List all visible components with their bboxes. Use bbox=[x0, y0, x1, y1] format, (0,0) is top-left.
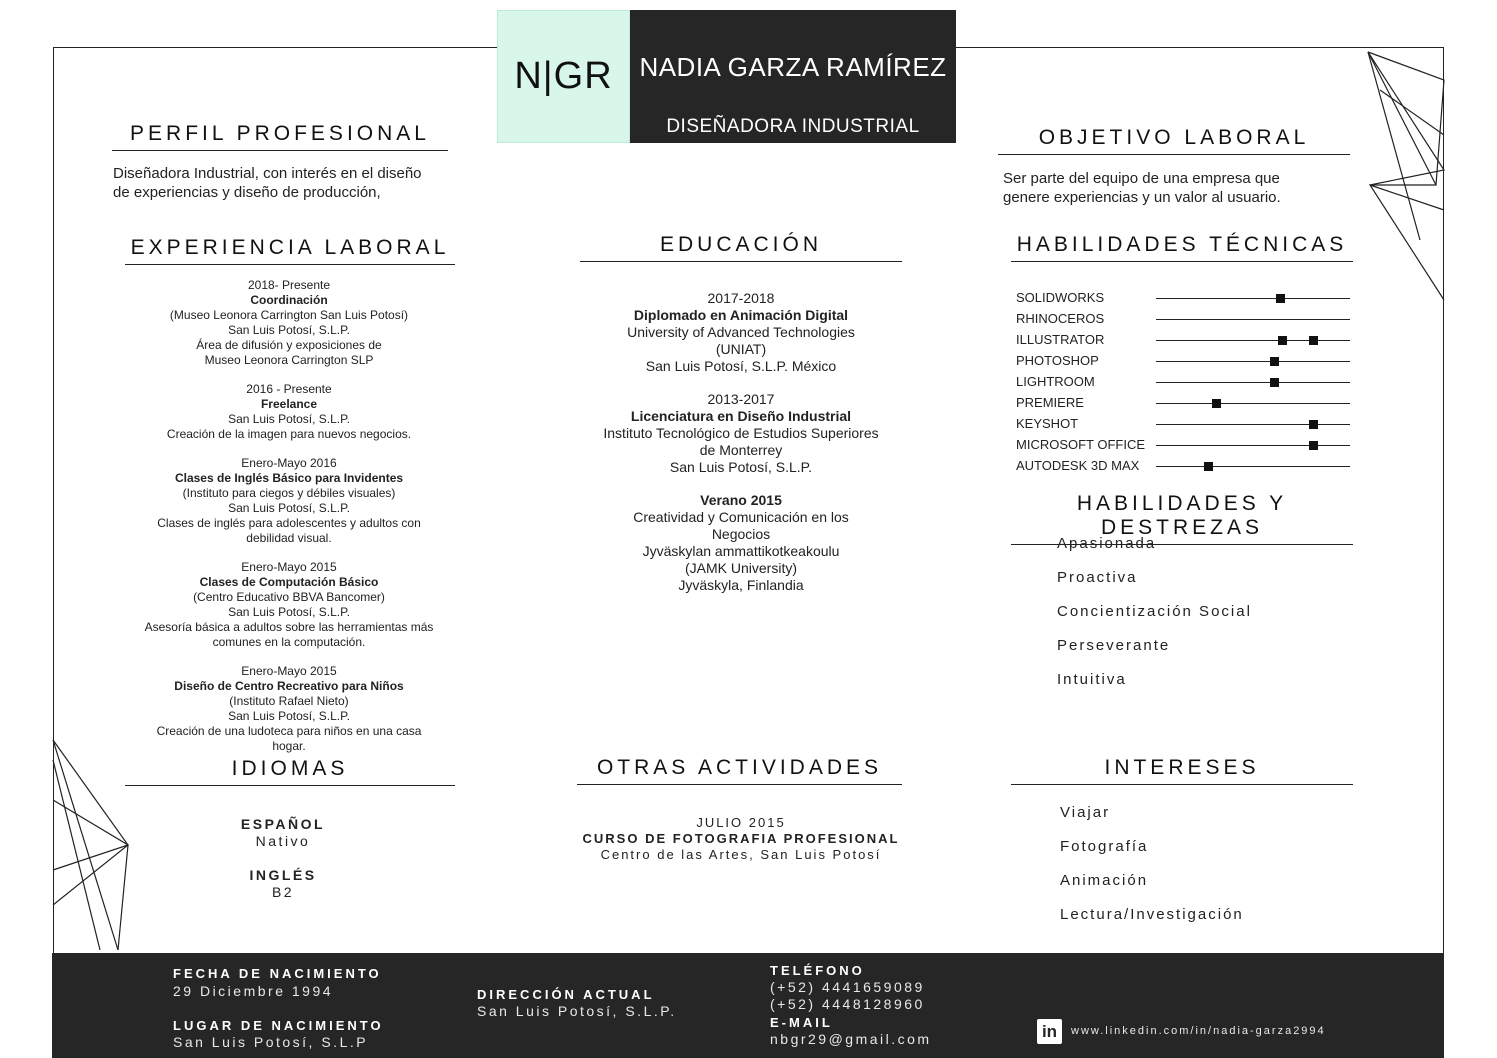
experience-detail: comunes en la computación. bbox=[212, 635, 366, 649]
birth-date-label: FECHA DE NACIMIENTO bbox=[173, 966, 382, 981]
education-detail: Negocios bbox=[711, 526, 771, 542]
experience-detail: San Luis Potosí, S.L.P. bbox=[228, 709, 350, 723]
address-value: San Luis Potosí, S.L.P. bbox=[477, 1003, 677, 1019]
idioma-level: B2 bbox=[271, 884, 295, 900]
skill-bar bbox=[1156, 382, 1350, 383]
educacion-list bbox=[575, 290, 907, 610]
name-box bbox=[630, 10, 956, 143]
full-name: NADIA GARZA RAMÍREZ bbox=[639, 52, 947, 82]
education-detail: University of Advanced Technologies bbox=[627, 324, 855, 340]
idioma-level: Nativo bbox=[255, 833, 311, 849]
linkedin-url[interactable]: www.linkedin.com/in/nadia-garza2994 bbox=[1071, 1025, 1326, 1037]
experience-role: Clases de Inglés Básico para Invidentes bbox=[174, 471, 404, 485]
experience-detail: San Luis Potosí, S.L.P. bbox=[228, 605, 350, 619]
objetivo-line-2: genere experiencias y un valor al usuario. bbox=[1003, 189, 1281, 206]
otras-date: JULIO 2015 bbox=[696, 815, 786, 830]
skill-row bbox=[1016, 456, 1350, 477]
intereses-heading: INTERESES bbox=[1011, 756, 1353, 785]
contact-footer bbox=[52, 953, 1444, 1058]
education-date: 2013-2017 bbox=[707, 391, 775, 407]
skill-name: ILLUSTRATOR bbox=[1016, 332, 1105, 347]
education-detail: (JAMK University) bbox=[684, 560, 797, 576]
experience-item bbox=[113, 664, 465, 754]
experience-date: 2016 - Presente bbox=[246, 382, 332, 396]
idioma-name: ESPAÑOL bbox=[240, 816, 326, 832]
experience-role: Clases de Computación Básico bbox=[199, 575, 379, 589]
skill-bar bbox=[1156, 340, 1350, 341]
education-item bbox=[575, 492, 907, 594]
education-detail: (UNIAT) bbox=[715, 341, 767, 357]
experience-detail: Asesoría básica a adultos sobre las herramientas más bbox=[144, 620, 434, 634]
email-value[interactable]: nbgr29@gmail.com bbox=[770, 1031, 932, 1047]
skill-level-marker bbox=[1212, 399, 1221, 408]
otras-content bbox=[560, 815, 922, 863]
phone-2[interactable]: (+52) 4448128960 bbox=[770, 996, 925, 1012]
experience-detail: San Luis Potosí, S.L.P. bbox=[228, 501, 350, 515]
skill-name: PREMIERE bbox=[1016, 395, 1084, 410]
education-detail: Jyväskyla, Finlandia bbox=[678, 577, 804, 593]
experience-date: Enero-Mayo 2015 bbox=[241, 560, 337, 574]
education-detail: Instituto Tecnológico de Estudios Superiores bbox=[603, 425, 879, 441]
objetivo-heading: OBJETIVO LABORAL bbox=[998, 126, 1350, 155]
skill-level-marker bbox=[1270, 357, 1279, 366]
skill-level-marker bbox=[1276, 294, 1285, 303]
skill-row bbox=[1016, 330, 1350, 351]
experience-detail: San Luis Potosí, S.L.P. bbox=[228, 323, 350, 337]
perfil-line-2: de experiencias y diseño de producción, bbox=[113, 184, 381, 201]
education-item bbox=[575, 290, 907, 375]
destrezas-heading: HABILIDADES Y DESTREZAS bbox=[1011, 492, 1353, 545]
destreza-item: Apasionada bbox=[1057, 535, 1157, 552]
experience-detail: San Luis Potosí, S.L.P. bbox=[228, 412, 350, 426]
skill-bar bbox=[1156, 361, 1350, 362]
otras-heading: OTRAS ACTIVIDADES bbox=[577, 756, 902, 785]
experience-detail: Museo Leonora Carrington SLP bbox=[204, 353, 374, 367]
skill-bar bbox=[1156, 319, 1350, 320]
skill-bar bbox=[1156, 298, 1350, 299]
education-date: 2017-2018 bbox=[707, 290, 775, 306]
skill-level-marker bbox=[1309, 441, 1318, 450]
skill-bar bbox=[1156, 445, 1350, 446]
experience-item bbox=[113, 382, 465, 442]
experience-item bbox=[113, 456, 465, 546]
skill-name: AUTODESK 3D MAX bbox=[1016, 458, 1140, 473]
experience-detail: debilidad visual. bbox=[246, 531, 332, 545]
skill-row bbox=[1016, 351, 1350, 372]
experience-role: Coordinación bbox=[250, 293, 328, 307]
skill-level-marker bbox=[1309, 420, 1318, 429]
skill-level-marker bbox=[1204, 462, 1213, 471]
skill-name: PHOTOSHOP bbox=[1016, 353, 1099, 368]
objetivo-text bbox=[1003, 169, 1353, 207]
education-degree: Verano 2015 bbox=[700, 492, 782, 508]
destrezas-list bbox=[1057, 535, 1252, 705]
experience-detail: hogar. bbox=[272, 739, 306, 753]
skill-name: LIGHTROOM bbox=[1016, 374, 1095, 389]
idiomas-list bbox=[185, 816, 381, 900]
perfil-heading: PERFIL PROFESIONAL bbox=[112, 122, 448, 151]
birth-place-label: LUGAR DE NACIMIENTO bbox=[173, 1018, 384, 1033]
profession: DISEÑADORA INDUSTRIAL bbox=[666, 116, 920, 137]
idiomas-heading: IDIOMAS bbox=[125, 757, 455, 786]
interes-item: Animación bbox=[1060, 872, 1149, 889]
education-item bbox=[575, 391, 907, 476]
skill-level-marker bbox=[1309, 336, 1318, 345]
skill-level-marker bbox=[1278, 336, 1287, 345]
skill-row bbox=[1016, 309, 1350, 330]
intereses-list bbox=[1060, 804, 1244, 940]
educacion-heading: EDUCACIÓN bbox=[580, 233, 902, 262]
experience-date: 2018- Presente bbox=[247, 278, 331, 292]
perfil-line-1: Diseñadora Industrial, con interés en el diseño bbox=[113, 165, 422, 182]
monogram-logo: N|GR bbox=[514, 55, 613, 97]
experience-role: Diseño de Centro Recreativo para Niños bbox=[174, 679, 404, 693]
education-degree: Diplomado en Animación Digital bbox=[633, 307, 849, 323]
otras-place: Centro de las Artes, San Luis Potosí bbox=[600, 847, 882, 862]
perfil-text bbox=[113, 164, 483, 202]
skill-name: MICROSOFT OFFICE bbox=[1016, 437, 1146, 452]
interes-item: Viajar bbox=[1060, 804, 1111, 821]
skill-name: RHINOCEROS bbox=[1016, 311, 1105, 326]
skill-bar bbox=[1156, 403, 1350, 404]
experience-date: Enero-Mayo 2015 bbox=[241, 664, 337, 678]
linkedin-icon[interactable]: in bbox=[1037, 1019, 1062, 1044]
destreza-item: Concientización Social bbox=[1057, 603, 1252, 620]
experience-item bbox=[113, 560, 465, 650]
skill-level-marker bbox=[1270, 378, 1279, 387]
skill-row bbox=[1016, 372, 1350, 393]
education-detail: de Monterrey bbox=[699, 442, 783, 458]
experience-detail: Área de difusión y exposiciones de bbox=[196, 338, 382, 352]
experience-detail: Clases de inglés para adolescentes y adultos con bbox=[157, 516, 421, 530]
experience-role: Freelance bbox=[260, 397, 318, 411]
experiencia-heading: EXPERIENCIA LABORAL bbox=[125, 236, 455, 265]
birth-place-value: San Luis Potosí, S.L.P bbox=[173, 1034, 369, 1050]
education-detail: Jyväskylan ammattikotkeakoulu bbox=[642, 543, 840, 559]
education-degree: Licenciatura en Diseño Industrial bbox=[630, 408, 852, 424]
idioma-name: INGLÉS bbox=[249, 867, 317, 883]
destreza-item: Perseverante bbox=[1057, 637, 1171, 654]
phone-1[interactable]: (+52) 4441659089 bbox=[770, 979, 925, 995]
experience-detail: (Instituto para ciegos y débiles visuales) bbox=[182, 486, 396, 500]
destreza-item: Proactiva bbox=[1057, 569, 1138, 586]
objetivo-line-1: Ser parte del equipo de una empresa que bbox=[1003, 170, 1280, 187]
education-detail: San Luis Potosí, S.L.P. bbox=[669, 459, 813, 475]
otras-course: CURSO DE FOTOGRAFIA PROFESIONAL bbox=[582, 831, 900, 846]
experience-date: Enero-Mayo 2016 bbox=[241, 456, 337, 470]
experience-item bbox=[113, 278, 465, 368]
skill-row bbox=[1016, 414, 1350, 435]
interes-item: Lectura/Investigación bbox=[1060, 906, 1244, 923]
email-label: E-MAIL bbox=[770, 1015, 833, 1030]
education-detail: Creatividad y Comunicación en los bbox=[633, 509, 849, 525]
experience-detail: (Instituto Rafael Nieto) bbox=[229, 694, 349, 708]
experience-detail: (Centro Educativo BBVA Bancomer) bbox=[193, 590, 385, 604]
skill-bar bbox=[1156, 424, 1350, 425]
skill-row bbox=[1016, 435, 1350, 456]
destreza-item: Intuitiva bbox=[1057, 671, 1127, 688]
skill-bar bbox=[1156, 466, 1350, 467]
experience-detail: (Museo Leonora Carrington San Luis Potosí) bbox=[169, 308, 409, 322]
experience-detail: Creación de una ludoteca para niños en una casa bbox=[156, 724, 422, 738]
phone-label: TELÉFONO bbox=[770, 963, 865, 978]
skill-name: SOLIDWORKS bbox=[1016, 290, 1105, 305]
birth-date-value: 29 Diciembre 1994 bbox=[173, 983, 334, 999]
interes-item: Fotografía bbox=[1060, 838, 1149, 855]
skill-row bbox=[1016, 393, 1350, 414]
address-label: DIRECCIÓN ACTUAL bbox=[477, 987, 655, 1002]
experiencia-list bbox=[113, 278, 465, 768]
logo-box bbox=[497, 10, 630, 143]
experience-detail: Creación de la imagen para nuevos negocios. bbox=[166, 427, 412, 441]
skill-row bbox=[1016, 288, 1350, 309]
skill-name: KEYSHOT bbox=[1016, 416, 1079, 431]
skill-list bbox=[1016, 288, 1350, 477]
tecnicas-heading: HABILIDADES TÉCNICAS bbox=[1011, 233, 1353, 262]
education-detail: San Luis Potosí, S.L.P. México bbox=[645, 358, 837, 374]
